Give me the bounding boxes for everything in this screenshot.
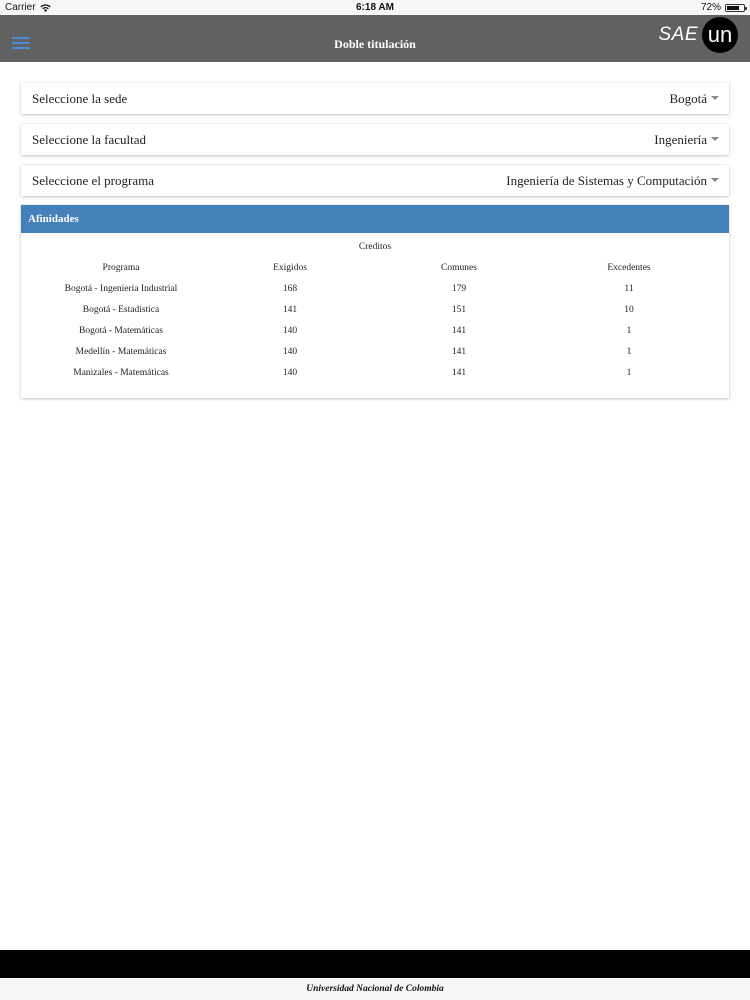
facultad-select-label: Seleccione la facultad	[32, 132, 147, 147]
bottom-bar	[0, 950, 750, 978]
cell-comunes: 141	[451, 326, 467, 336]
status-time: 6:18 AM	[356, 2, 394, 13]
cell-excedentes: 11	[624, 284, 634, 294]
table-header-row	[21, 263, 729, 277]
dropdown-caret-icon	[711, 96, 719, 100]
table-row	[21, 326, 729, 340]
cell-comunes: 141	[451, 347, 467, 357]
facultad-select-value: Ingeniería	[654, 132, 707, 147]
column-header-comunes: Comunes	[441, 263, 477, 273]
cell-exigidos: 141	[282, 305, 298, 315]
programa-select[interactable]	[21, 165, 729, 196]
cell-programa: Bogotá - Estadística	[82, 305, 160, 315]
status-right	[701, 2, 745, 13]
column-header-programa: Programa	[102, 263, 140, 273]
afinidades-panel	[21, 205, 729, 398]
sede-select-value: Bogotá	[669, 91, 707, 106]
table-row	[21, 347, 729, 361]
cell-programa: Manizales - Matemáticas	[73, 368, 169, 378]
cell-comunes: 151	[451, 305, 467, 315]
sae-un-logo	[658, 17, 738, 53]
app-header	[0, 15, 750, 62]
cell-programa: Medellín - Matemáticas	[75, 347, 167, 357]
logo-un-badge: un	[702, 17, 738, 53]
column-header-exigidos: Exigidos	[273, 263, 307, 273]
cell-exigidos: 140	[282, 347, 298, 357]
cell-excedentes: 1	[626, 326, 632, 336]
battery-percent: 72%	[700, 2, 721, 13]
table-row	[21, 368, 729, 382]
cell-programa: Bogotá - Ingeniería Industrial	[64, 284, 178, 294]
battery-fill	[727, 6, 739, 10]
page-title: Doble titulación	[334, 37, 416, 51]
programa-select-value: Ingeniería de Sistemas y Computación	[506, 173, 707, 188]
status-bar	[0, 0, 750, 15]
logo-sae-text: SAE	[658, 24, 698, 45]
dropdown-caret-icon	[711, 178, 719, 182]
sede-select[interactable]	[21, 83, 729, 114]
column-header-excedentes: Excedentes	[607, 263, 651, 273]
cell-programa: Bogotá - Matemáticas	[79, 326, 163, 336]
facultad-select[interactable]	[21, 124, 729, 155]
cell-exigidos: 140	[282, 326, 298, 336]
sede-select-label: Seleccione la sede	[32, 91, 128, 106]
battery-icon	[725, 4, 745, 12]
cell-excedentes: 1	[626, 347, 632, 357]
dropdown-caret-icon	[711, 137, 719, 141]
cell-excedentes: 10	[624, 305, 634, 315]
table-row	[21, 305, 729, 319]
cell-excedentes: 1	[626, 368, 632, 378]
footer-text: Universidad Nacional de Colombia	[0, 978, 750, 1000]
programa-select-label: Seleccione el programa	[32, 173, 154, 188]
afinidades-title: Afinidades	[21, 205, 729, 233]
carrier-label: Carrier	[5, 2, 36, 13]
creditos-group-header: Creditos	[358, 242, 392, 252]
cell-comunes: 141	[451, 368, 467, 378]
cell-exigidos: 140	[282, 368, 298, 378]
table-row	[21, 284, 729, 298]
cell-exigidos: 168	[282, 284, 298, 294]
cell-comunes: 179	[451, 284, 467, 294]
